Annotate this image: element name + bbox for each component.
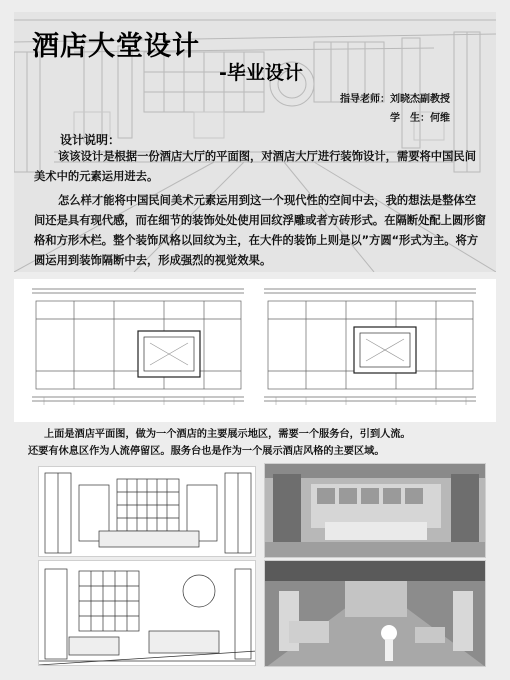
- floor-plans-panel: [14, 279, 496, 422]
- plans-caption-line-2: 还要有休息区作为人流停留区。服务台也是作为一个展示酒店风格的主要区域。: [28, 446, 385, 457]
- floor-plan-left: [32, 289, 244, 405]
- description-paragraph-2: 怎么样才能将中国民间美术元素运用到这一个现代性的空间中去，我的想法是整体空间还是具有现代感，而在细节的装饰处处使用回纹浮雕或者方砖形式。在隔断处配上圆形窗格和方形木栏。整个装饰风格以回纹为主，在大件的装饰上则是以”方圆“形式为主。将方圆运用到装饰隔断中去，形成强烈的视觉效果。: [34, 194, 486, 267]
- description-paragraph-1: 该该设计是根据一份酒店大厅的平面图，对酒店大厅进行装饰设计，需要将中国民间美术中的元素运用进去。: [34, 150, 476, 183]
- page-title: 酒店大堂设计: [32, 31, 200, 62]
- description-heading: 设计说明：: [60, 133, 121, 147]
- rendering-reception-sketch: [38, 466, 256, 557]
- rendering-lobby-photo-2: [264, 560, 486, 667]
- instructor-line: 指导老师：刘晓杰副教授: [340, 94, 450, 105]
- rendering-lobby-photo-1: [264, 463, 486, 558]
- floor-plans-drawing: [14, 279, 496, 422]
- plans-caption-line-1: 上面是酒店平面图，做为一个酒店的主要展示地区，需要一个服务台，引到人流。: [44, 429, 411, 440]
- student-line: 学 生：何维: [390, 113, 450, 124]
- rendering-lounge-sketch: [38, 560, 256, 666]
- page-subtitle: -毕业设计: [219, 62, 303, 84]
- floor-plan-right: [264, 289, 476, 405]
- header-panel: [14, 12, 496, 272]
